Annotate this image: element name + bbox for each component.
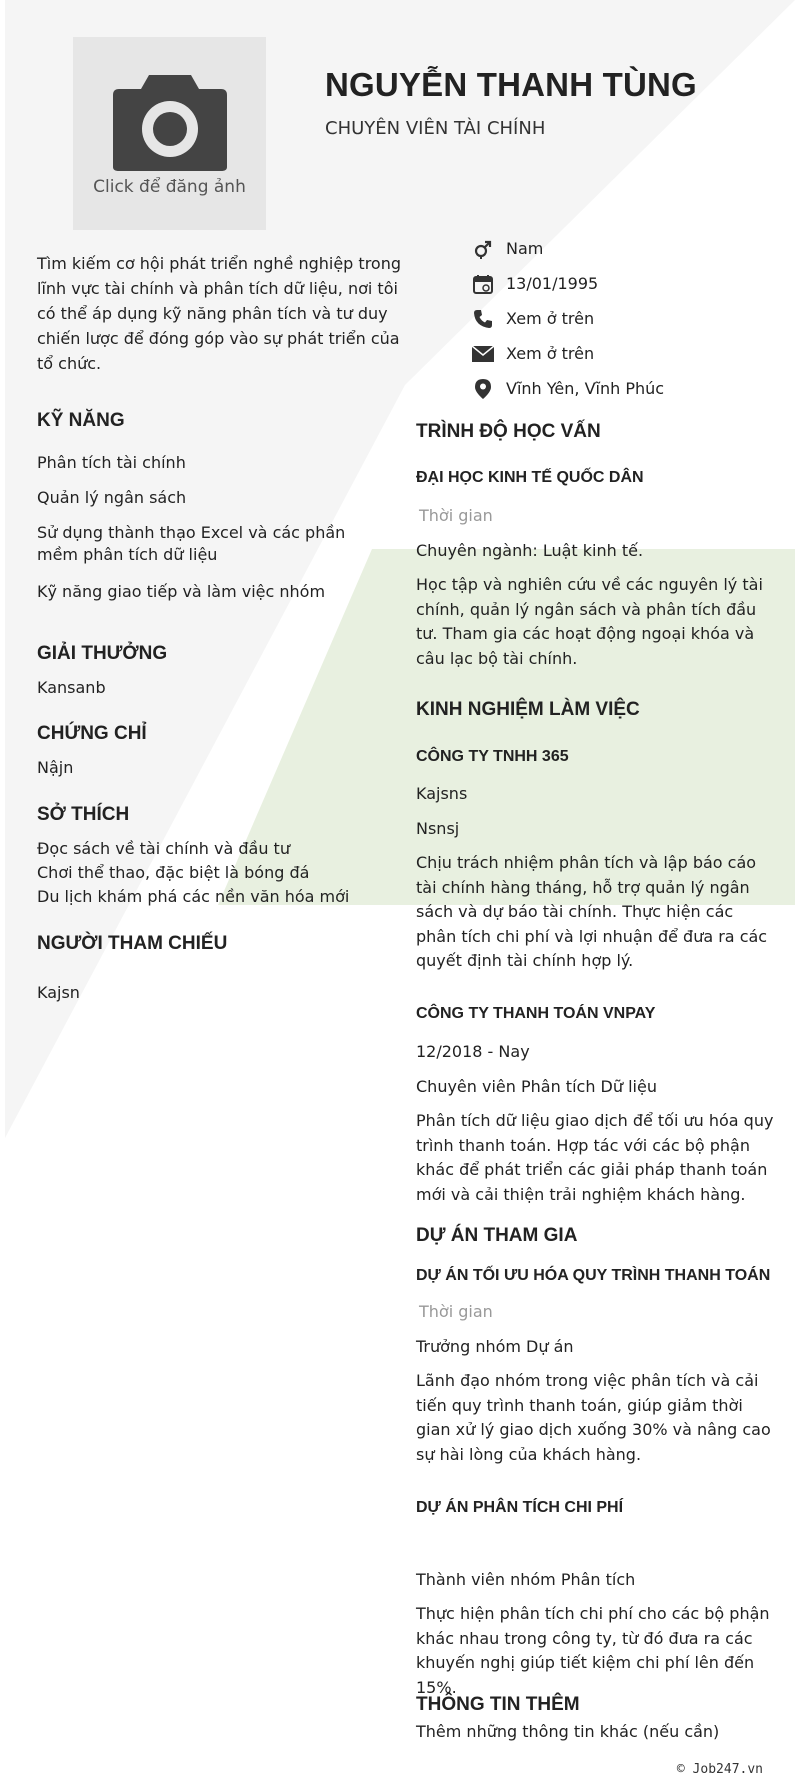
job-company: CÔNG TY THANH TOÁN VNPAY xyxy=(416,1005,656,1022)
contact-gender-value: Nam xyxy=(506,239,544,258)
photo-caption: Click để đăng ảnh xyxy=(93,176,246,197)
job-description: Phân tích dữ liệu giao dịch để tối ưu hóa quy trình thanh toán. Hợp tác với các bộ phận khác để phát triển các giải pháp thanh toán mới và cải thiện trải nghiệm khách hàng. xyxy=(416,1111,774,1204)
awards-title: GIẢI THƯỞNG xyxy=(37,643,168,664)
camera-icon xyxy=(111,71,229,173)
projects-title: DỰ ÁN THAM GIA xyxy=(416,1225,578,1246)
job-company: CÔNG TY TNHH 365 xyxy=(416,748,569,765)
project-time: Thời gian xyxy=(419,1302,493,1321)
experience-title: KINH NGHIỆM LÀM VIỆC xyxy=(416,699,640,720)
photo-placeholder[interactable] xyxy=(73,37,266,230)
certificates-title: CHỨNG CHỈ xyxy=(37,723,147,744)
hobby-item: Đọc sách về tài chính và đầu tư xyxy=(37,839,290,858)
education-major: Chuyên ngành: Luật kinh tế. xyxy=(416,541,644,560)
candidate-name: NGUYỄN THANH TÙNG xyxy=(325,66,697,103)
contact-phone xyxy=(472,301,772,336)
education-time: Thời gian xyxy=(419,506,493,525)
school-name: ĐẠI HỌC KINH TẾ QUỐC DÂN xyxy=(416,469,644,486)
award-item: Kansanb xyxy=(37,678,106,697)
skill-item: Sử dụng thành thạo Excel và các phần mềm phân tích dữ liệu xyxy=(37,523,346,564)
contact-birthday xyxy=(472,266,772,301)
career-objective: Tìm kiếm cơ hội phát triển nghề nghiệp trong lĩnh vực tài chính và phân tích dữ liệu, nơi tôi có thể áp dụng kỹ năng phân tích và tư duy chiến lược để đóng góp vào sự phát triển của tổ chức. xyxy=(37,254,401,373)
contact-address-value: Vĩnh Yên, Vĩnh Phúc xyxy=(506,379,665,398)
hobbies-title: SỞ THÍCH xyxy=(37,804,130,825)
references-title: NGƯỜI THAM CHIẾU xyxy=(37,933,228,954)
footer-copyright: © Job247.vn xyxy=(676,1762,763,1777)
email-icon xyxy=(472,344,494,364)
job-title: CHUYÊN VIÊN TÀI CHÍNH xyxy=(325,118,546,139)
job-position: Nsnsj xyxy=(416,819,460,838)
additional-info: Thêm những thông tin khác (nếu cần) xyxy=(416,1722,720,1741)
hobby-item: Chơi thể thao, đặc biệt là bóng đá xyxy=(37,863,310,882)
contact-address xyxy=(472,371,772,406)
project-role: Trưởng nhóm Dự án xyxy=(416,1337,574,1356)
calendar-icon xyxy=(472,274,494,294)
additional-title: THÔNG TIN THÊM xyxy=(416,1694,580,1715)
reference-item: Kajsn xyxy=(37,983,80,1002)
job-position: Chuyên viên Phân tích Dữ liệu xyxy=(416,1077,657,1096)
education-description: Học tập và nghiên cứu về các nguyên lý tài chính, quản lý ngân sách và phân tích đầu tư. Tham gia các hoạt động ngoại khóa và câu lạc bộ tài chính. xyxy=(416,575,763,668)
project-role: Thành viên nhóm Phân tích xyxy=(416,1570,636,1589)
location-icon xyxy=(472,379,494,399)
contact-gender xyxy=(472,231,772,266)
project-description: Thực hiện phân tích chi phí cho các bộ phận khác nhau trong công ty, từ đó đưa ra các khuyến nghị giúp tiết kiệm chi phí lên đến 15%. xyxy=(416,1604,770,1697)
contact-birthday-value: 13/01/1995 xyxy=(506,274,599,293)
phone-icon xyxy=(472,309,494,329)
project-name: DỰ ÁN TỐI ƯU HÓA QUY TRÌNH THANH TOÁN xyxy=(416,1267,771,1284)
job-time: 12/2018 - Nay xyxy=(416,1042,530,1061)
skills-title: KỸ NĂNG xyxy=(37,410,125,431)
skill-item: Quản lý ngân sách xyxy=(37,488,187,507)
contact-email xyxy=(472,336,772,371)
skill-item: Kỹ năng giao tiếp và làm việc nhóm xyxy=(37,582,326,601)
education-title: TRÌNH ĐỘ HỌC VẤN xyxy=(416,421,601,442)
project-description: Lãnh đạo nhóm trong việc phân tích và cải tiến quy trình thanh toán, giúp giảm thời gian xử lý giao dịch xuống 30% và nâng cao sự hài lòng của khách hàng. xyxy=(416,1371,771,1464)
skill-item: Phân tích tài chính xyxy=(37,453,186,472)
contact-phone-value: Xem ở trên xyxy=(506,309,595,328)
hobby-item: Du lịch khám phá các nền văn hóa mới xyxy=(37,887,350,906)
job-time: Kajsns xyxy=(416,784,468,803)
contact-info xyxy=(472,231,772,406)
certificate-item: Nậjn xyxy=(37,758,74,777)
job-description: Chịu trách nhiệm phân tích và lập báo cáo tài chính hàng tháng, hỗ trợ quản lý ngân sách và dự báo tài chính. Thực hiện các phân tích chi phí và lợi nhuận để đưa ra các quyết định tài chính hợp lý. xyxy=(416,853,768,970)
contact-email-value: Xem ở trên xyxy=(506,344,595,363)
project-name: DỰ ÁN PHÂN TÍCH CHI PHÍ xyxy=(416,1499,624,1516)
gender-icon xyxy=(472,239,494,259)
